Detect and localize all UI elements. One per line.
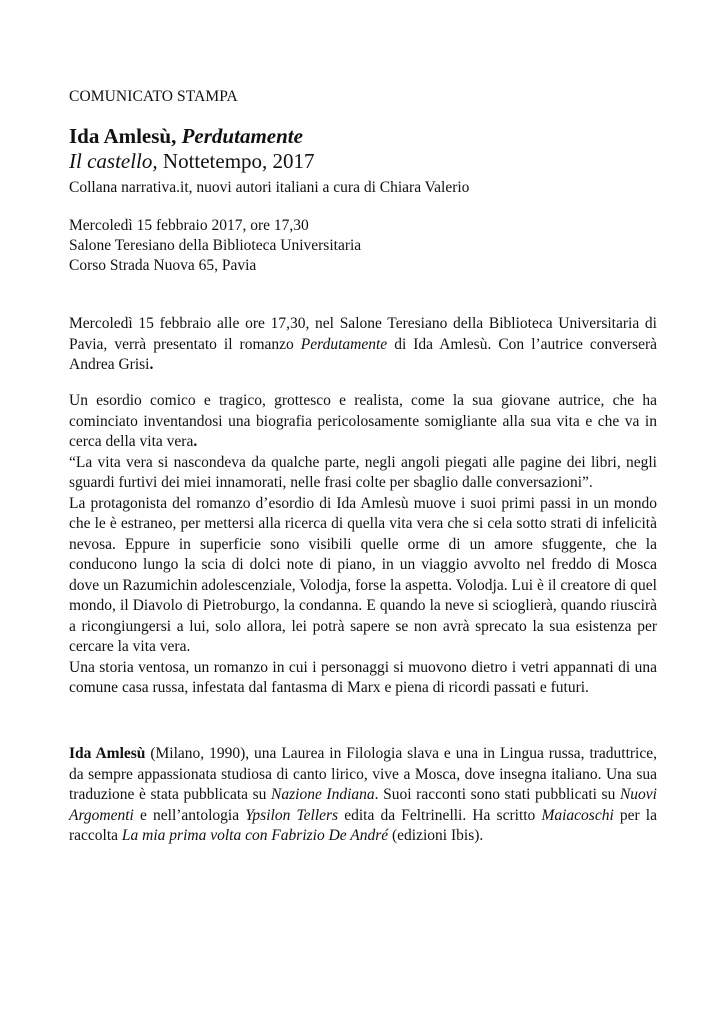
publisher-year: Nottetempo, 2017	[162, 149, 315, 173]
bio-text-5: per la raccolta	[69, 806, 657, 844]
quote-paragraph: “La vita vera si nascondeva da qualche parte, negli angoli piegati alle pagine dei libri, negli sguardi furtivi dei miei innamorati, nelle frasi colte per sbaglio dalle conversazioni”.	[69, 453, 657, 491]
intro-book-title: Perdutamente	[300, 335, 388, 353]
event-venue: Salone Teresiano della Biblioteca Universitaria	[69, 237, 362, 254]
intro-period: .	[149, 356, 154, 373]
author-name: Ida Amlesù,	[69, 124, 177, 148]
story-paragraph: Una storia ventosa, un romanzo in cui i personaggi si muovono dietro i vetri appannati di una comune casa russa, infestata dal fantasma di Marx e piena di ricordi passati e futuri.	[69, 658, 657, 696]
bio-paragraph	[69, 744, 657, 847]
bio-text-6: (edizioni Ibis).	[388, 827, 484, 844]
bio-text-2: . Suoi racconti sono stati pubblicati su	[374, 786, 620, 803]
bio-ypsilon-tellers: Ypsilon Tellers	[245, 806, 339, 824]
event-address: Corso Strada Nuova 65, Pavia	[69, 257, 257, 274]
description-period: .	[193, 433, 198, 450]
plot-paragraph: La protagonista del romanzo d’esordio di Ida Amlesù muove i suoi primi passi in un mondo che le è estraneo, per mettersi alla ricerca di quella vita vera che si cela sotto strati di infelicità nevosa. Eppure in superficie sono visibili quelle orme di un amore sfuggente, che la conducono lungo la scia di dolci note di piano, in un viaggio avvolto nel freddo di Mosca dove un Razumichin adolescenziale, Volodja, forse la aspetta. Volodja. Lui è il creatore di quel mondo, il Diavolo di Pietroburgo, la condanna. E quando la neve si scioglierà, quando riuscirà a ricongiungersi a lui, solo allora, lei potrà sapere se non avrà sprecato la sua esistenza per cercare la vita vera.	[69, 494, 657, 655]
intro-text-end: di Ida Amlesù. Con l’autrice converserà Andrea Grisi	[69, 335, 657, 373]
book-heading	[69, 124, 303, 148]
description-block	[69, 391, 657, 699]
book-title: Perdutamente	[181, 124, 303, 148]
collection-line: Collana narrativa.it, nuovi autori italiani a cura di Chiara Valerio	[69, 179, 470, 196]
bio-author-name: Ida Amlesù	[69, 745, 146, 762]
bio-text-1: (Milano, 1990), una Laurea in Filologia slava e una in Lingua russa, traduttrice, da sempre appassionata studiosa di canto lirico, vive a Mosca, dove insegna italiano. Una sua traduzione è stata pubblicata su	[69, 745, 658, 803]
series-name: Il castello,	[69, 149, 158, 173]
bio-maiacoschi: Maiacoschi	[541, 806, 614, 824]
description-paragraph	[69, 391, 657, 453]
publisher-line	[69, 149, 315, 173]
description-text: Un esordio comico e tragico, grottesco e realista, come la sua giovane autrice, che ha cominciato inventandosi una biografia pericolosamente somigliante alla sua vita e che va in cerca della vita vera	[69, 392, 657, 450]
event-date: Mercoledì 15 febbraio 2017, ore 17,30	[69, 217, 309, 234]
bio-nuovi-argomenti: Nuovi Argomenti	[69, 786, 657, 824]
bio-nazione-indiana: Nazione Indiana	[271, 786, 375, 803]
document-label: COMUNICATO STAMPA	[69, 88, 238, 105]
intro-text: Mercoledì 15 febbraio alle ore 17,30, nel Salone Teresiano della Biblioteca Universitaria di Pavia, verrà presentato il romanzo	[69, 315, 657, 353]
intro-paragraph	[69, 314, 657, 376]
bio-text-4: edita da Feltrinelli. Ha scritto	[338, 806, 542, 824]
bio-text-3: e nell’antologia	[133, 806, 246, 824]
bio-prima-volta: La mia prima volta con Fabrizio De André	[121, 827, 389, 844]
